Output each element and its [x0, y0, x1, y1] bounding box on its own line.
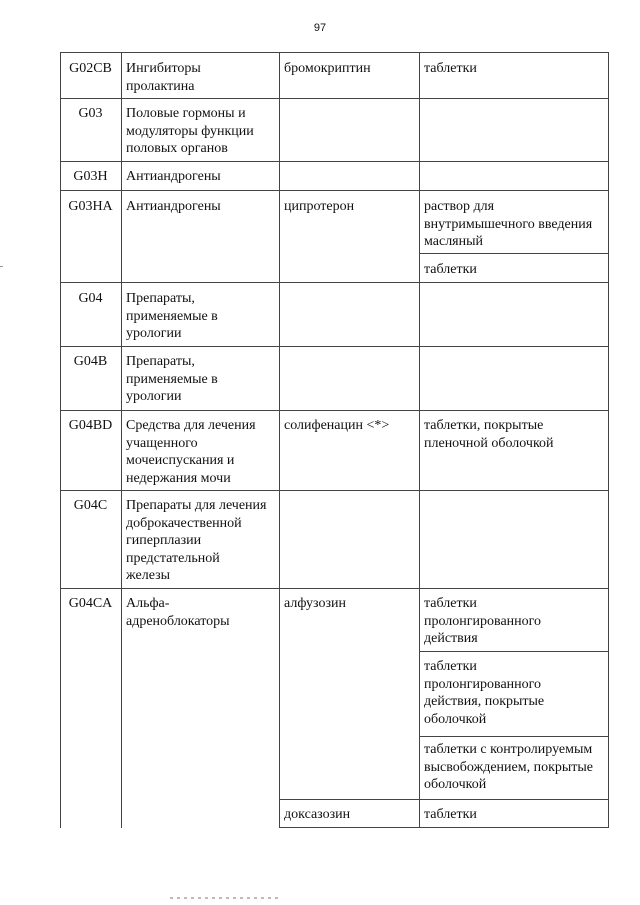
- dosage-form: таблетки пролонгированного действия, покрытые оболочкой: [424, 659, 545, 727]
- column-divider: [121, 52, 122, 828]
- dosage-form: раствор для внутримышечного введения масляный: [424, 199, 593, 249]
- dosage-form: таблетки пролонгированного действия: [424, 596, 542, 646]
- atc-code: G04BD: [68, 418, 113, 433]
- group-name: Антиандрогены: [126, 169, 221, 184]
- substance: ципротерон: [284, 199, 355, 214]
- atc-code: G04: [78, 291, 103, 306]
- column-divider: [419, 52, 420, 828]
- substance: бромокриптин: [284, 61, 371, 76]
- group-name: Ингибиторы пролактина: [126, 61, 201, 94]
- substance: доксазозин: [284, 807, 351, 822]
- table-border-top: [60, 52, 609, 53]
- group-name: Препараты, применяемые в урологии: [126, 291, 218, 341]
- atc-code: G03: [78, 106, 103, 121]
- page-number: 97: [313, 22, 327, 34]
- row-divider: [60, 410, 609, 411]
- row-divider: [419, 736, 609, 737]
- row-divider: [60, 190, 609, 191]
- atc-code: G02CB: [69, 61, 112, 76]
- scan-edge-mark: [0, 266, 3, 267]
- row-divider: [60, 161, 609, 162]
- dosage-form: таблетки: [424, 61, 477, 76]
- row-divider: [60, 282, 609, 283]
- row-divider: [60, 490, 609, 491]
- group-name: Антиандрогены: [126, 199, 221, 214]
- dosage-form: таблетки, покрытые пленочной оболочкой: [424, 418, 554, 451]
- atc-code: G03H: [73, 169, 108, 184]
- dosage-form: таблетки: [424, 807, 477, 822]
- row-divider: [60, 346, 609, 347]
- atc-code: G04CA: [68, 596, 113, 611]
- substance: алфузозин: [284, 596, 347, 611]
- table-border-bottom: [279, 827, 609, 828]
- column-divider: [279, 52, 280, 828]
- row-divider: [419, 253, 609, 254]
- row-divider: [60, 588, 609, 589]
- group-name: Препараты для лечения доброкачественной гиперплазии предстательной железы: [126, 498, 267, 583]
- group-name: Половые гормоны и модуляторы функции половых органов: [126, 106, 254, 156]
- dosage-form: таблетки: [424, 262, 477, 277]
- group-name: Препараты, применяемые в урологии: [126, 354, 218, 404]
- dosage-form: таблетки с контролируемым высвобождением, покрытые оболочкой: [424, 742, 594, 792]
- group-name: Средства для лечения учащенного мочеиспускания и недержания мочи: [126, 418, 256, 486]
- substance: солифенацин <*>: [284, 418, 390, 433]
- atc-code: G04C: [73, 498, 108, 513]
- row-divider: [279, 799, 609, 800]
- group-name: Альфа- адреноблокаторы: [126, 596, 230, 629]
- row-divider: [419, 651, 609, 652]
- table-border-right: [608, 52, 609, 828]
- scan-artifact: [170, 897, 280, 899]
- atc-code: G03HA: [68, 199, 113, 214]
- atc-code: G04B: [73, 354, 108, 369]
- row-divider: [60, 98, 609, 99]
